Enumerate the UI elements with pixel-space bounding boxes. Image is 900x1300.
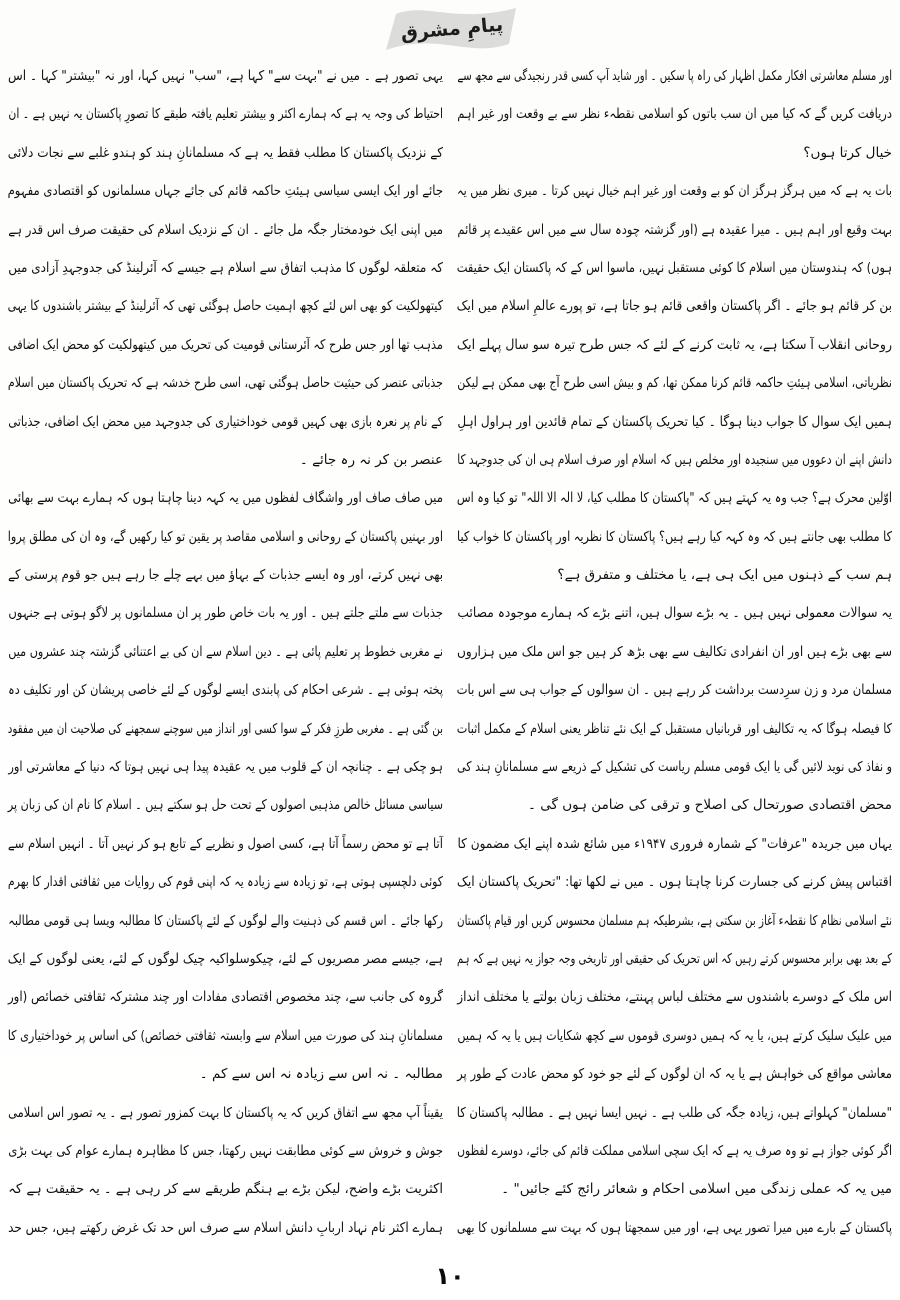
banner-title: پیامِ مشرق [399,13,504,45]
text-line: میں اپنی ایک خودمختار جگہ مل جائے ۔ ان کے نزدیک اسلام کی حقیقت صرف اس قدر ہے [8,221,443,238]
text-line: دانش اپنے ان دعووں میں سنجیدہ اور مخلص ہیں کہ اسلام اور صرف اسلام ہی ان کی جدوجہد کا [457,451,892,468]
text-line: یہ سوالات معمولی نہیں ہیں ۔ یہ بڑے سوال ہیں، اتنے بڑے کہ ہمارے موجودہ مصائب [457,605,892,622]
text-line: کے نام پر نعرہ بازی بھی کہیں قومی خوداختیاری کی جدوجہد میں محض ایک اضافی، جذباتی [8,413,444,430]
text-line: گروہ کی جانب سے، چند مخصوص اقتصادی مفادات اور چند مشترکہ ثقافتی خصائص (اور [7,989,443,1006]
text-line: کہ متعلقہ لوگوں کا مذہب اتفاق سے اسلام ہے جیسے کہ آئرلینڈ کی جدوجہدِ آزادی میں [8,259,443,276]
text-line: بن کر قائم ہو جائے ۔ اگر پاکستان واقعی قائم ہو جاتا ہے، تو پورے عالمِ اسلام میں ایک [456,298,892,315]
text-line: اس ملک کے دوسرے باشندوں سے مختلف لباس پہنتے، مختلف زبان بولتے یا مختلف انداز [457,989,892,1006]
text-line: محض اقتصادی صورتحال کی اصلاح و ترقی کی ضامن ہوں گی ۔ [528,797,892,814]
text-line: مطالبہ ۔ نہ اس سے زیادہ نہ اس سے کم ۔ [199,1066,443,1083]
text-line: کے بعد بھی برابر محسوس کرتے رہیں کہ اس تحریک کی حقیقی اور تاریخی وجہ جواز یہ نہیں ہے کہ ہم [456,950,892,967]
text-line: بہت وقیع اور اہم ہیں ۔ میرا عقیدہ ہے (اور گزشتہ چودہ سال سے میں اس عقیدے پر قائم [457,221,892,238]
text-line: سیاسی مسائل خالص مذہبی اصولوں کے تحت حل ہو سکتے ہیں ۔ اسلام کا نام ان کی زبان پر [7,797,444,814]
text-line: اگر کوئی جواز ہے تو وہ صرف یہ ہے کہ ایک سچی اسلامی مملکت قائم کی جائے، دوسرے لفظوں [457,1142,892,1159]
text-line: ہو چکی ہے ۔ چنانچہ ان کے قلوب میں یہ عقیدہ پیدا ہی نہیں ہوتا کہ دنیا کے معاشرتی اور [8,759,443,776]
text-line: ہمارے اکثر نام نہاد اربابِ دانش اسلام سے صرف اس حد تک غرض رکھتے ہیں، جس حد [8,1219,444,1236]
text-line: نئے اسلامی نظام کا نقطہء آغاز بن سکتی ہے، بشرطیکہ ہم مسلمان محسوس کریں اور قیام پاکستان [457,912,892,929]
text-line: میں یہ کہ عملی زندگی میں اسلامی احکام و شعائر رائج کئے جائیں" ۔ [501,1181,892,1198]
text-line: اکثریت بڑے واضح، لیکن بڑے بے ہنگم طریقے سے کر رہی ہے ۔ یہ حقیقت ہے کہ [8,1181,443,1198]
text-line: رکھا جائے ۔ اس قسم کی ذہنیت والے لوگوں کے لئے پاکستان کا مطالبہ ویسا ہی قومی مطالبہ [8,912,443,929]
text-line: سے بھی بڑے ہیں اور ان انفرادی تکالیف سے بھی بڑھ کر ہیں جو اس ملک میں ہزاروں [456,643,892,660]
text-line: کوئی دلچسپی ہوتی ہے، تو زیادہ سے زیادہ یہ کہ اپنی قوم کی روایات میں ثقافتی اقدار کا بھرم [7,874,443,891]
text-line: معاشی مواقع کی خواہش ہے یا یہ کہ ان لوگوں کے لئے جو خود کو محض عادت کے طور پر [457,1066,892,1083]
text-line: اقتباس پیش کرنے کی جسارت کرنا چاہتا ہوں ۔ میں نے لکھا تھا: "تحریک پاکستان ایک [456,874,892,891]
text-line: میں صاف صاف اور واشگاف لفظوں میں یہ کہہ دینا چاہتا ہوں کہ ہمارے بہت سے بھائی [8,490,444,507]
text-line: جذبات سے ملتے جلتے ہیں ۔ اور یہ بات خاص طور پر ان مسلمانوں پر لاگو ہوتی ہے جنہوں [8,605,444,622]
text-line: بن گئی ہے ۔ مغربی طرزِ فکر کے سوا کسی اور انداز میں سوچنے سمجھنے کی صلاحیت ان میں مفقود [7,720,444,737]
text-line: جائے اور ایک ایسی سیاسی ہیئتِ حاکمہ قائم کی جائے جہاں مسلمانوں کو اقتصادی مفہوم [7,183,443,200]
banner-flag-graphic [380,2,520,56]
text-line: اور مسلم معاشرتی افکار مکمل اظہار کی راہ پا سکیں ۔ اور شاید آپ کسی قدر رنجیدگی سے مجھ سے [457,68,892,84]
text-line: ہم سب کے ذہنوں میں ایک ہی ہے، یا مختلف و متفرق ہے؟ [557,567,892,584]
text-line: جذباتی عنصر کی حیثیت حاصل ہوگئی تھی، اسی طرح خدشہ ہے کہ تحریک پاکستان میں اسلام [7,375,443,392]
text-line: جوش و خروش سے کوئی مطابقت نہیں رکھتا، جس کا مظاہرہ ہمارے عوام کی بہت بڑی [8,1142,443,1159]
text-line: احتیاط کی وجہ یہ ہے کہ ہمارے اکثر و بیشتر تعلیم یافتہ طبقے کا تصورِ پاکستان یہ نہیں ہے ۔ ان [8,106,444,123]
text-line: مذہب تھا اور جس طرح کہ آئرستانی قومیت کی تحریک میں کیتھولکیت کو محض ایک اضافی [7,336,443,353]
text-line: پختہ ہوئی ہے ۔ شرعی احکام کی پابندی ایسے لوگوں کے لئے خاصی پریشان کن اور تکلیف دہ [8,682,443,699]
text-line: یہی تصور ہے ۔ میں نے "بہت سے" کہا ہے، "سب" نہیں کہا، اور نہ "بیشتر" کہا ۔ اس [8,68,443,84]
text-line: نظریاتی، اسلامی ہیئتِ حاکمہ قائم کرنا ممکن تھا، کم و بیش اسی طرح آج بھی ممکن ہے لیکن [457,375,892,392]
text-line: کا مطلب بھی جانتے ہیں کہ وہ کہہ کیا رہے ہیں؟ پاکستان کا نظریہ اور پاکستان کا خواب کیا [457,528,892,545]
text-line: پاکستان کے بارے میں میرا تصور یہی ہے، اور میں سمجھتا ہوں کہ بہت سے مسلمانوں کا بھی [456,1219,892,1236]
text-line: اور بہنیں پاکستان کے روحانی و اسلامی مقاصد پر یقین تو کیا رکھیں گے، وہ ان کی مطلق پروا [7,528,444,545]
text-line: ہے، جیسے مصر مصریوں کے لئے، چیکوسلواکیہ چیک لوگوں کے لئے، یعنی لوگوں کے ایک [7,950,443,967]
text-line: میں علیک سلیک کرتے ہیں، یا یہ کہ ہمیں دوسری قوموں سے کچھ شکایات ہیں یا یہ کہ ہمیں [457,1027,892,1044]
text-line: مسلمانانِ ہند کی صورت میں اسلام سے وابستہ ثقافتی خصائص) کی اساس پر خوداختیاری کا [7,1027,443,1044]
text-line: دریافت کریں گے کہ کیا میں ان سب باتوں کو اسلامی نقطہء نظر سے بے وقعت اور غیر اہم [457,106,892,123]
text-columns [8,57,892,1247]
text-line: روحانی انقلاب آ سکتا ہے، یہ ثابت کرنے کے لئے کہ جس طرح تیرہ سو سال پہلے ایک [456,336,892,353]
text-line: یقیناً آپ مجھ سے اتفاق کریں کہ یہ پاکستان کا بہت کمزور تصور ہے ۔ یہ تصور اس اسلامی [8,1104,443,1121]
text-line: کے نزدیک پاکستان کا مطلب فقط یہ ہے کہ مسلمانانِ ہند کو ہندو غلبے سے نجات دلائی [7,144,444,161]
text-line: عنصر بن کر نہ رہ جائے ۔ [299,451,443,468]
text-line: یہاں میں جریدہ "عرفات" کے شمارہ فروری ۱۹۴۷ء میں شائع شدہ اپنے ایک مضمون کا [457,835,892,852]
text-line: اوّلین محرک ہے؟ جب وہ یہ کہتے ہیں کہ "پاکستان کا مطلب کیا، لا الہ الا اللہ" تو کیا وہ اس [456,490,892,507]
text-line: بھی نہیں کرتے، اور وہ ایسے جذبات کے بہاؤ میں بہے چلے جا رہے ہیں جو قوم پرستی کے [8,567,444,584]
text-line: مسلمان مرد و زن سرِدست برداشت کر رہے ہیں ۔ ان سوالوں کے جواب ہی سے اس بات [456,682,892,699]
column-left [8,57,443,1247]
text-line: ہوں) کہ ہندوستان میں اسلام کا کوئی مستقبل نہیں، ماسوا اس کے کہ پاکستان ایک حقیقت [456,259,892,276]
text-line: کا فیصلہ ہوگا کہ یہ تکالیف اور قربانیاں مستقبل کے ایک نئے تناظر یعنی اسلام کے مکمل اثبات [456,720,892,737]
page-number: ۱۰ [435,1262,465,1290]
text-line: آتا ہے تو محض رسماً آتا ہے، کسی اصول و نظریے کے تابع ہو کر نہیں آتا ۔ انہیں اسلام سے [7,835,444,852]
text-line: خیال کرتا ہوں؟ [803,144,892,161]
text-line: و نفاذ کی نوید لائیں گی یا ایک قومی مسلم ریاست کی تشکیل کے ذریعے سے مسلمانانِ ہند کی [457,759,892,776]
text-line: بات یہ ہے کہ میں ہرگز ہرگز ان کو بے وقعت اور غیر اہم خیال نہیں کرتا ۔ میری نظر میں یہ [457,183,892,200]
column-right [457,57,892,1247]
text-line: کیتھولکیت کو بھی اس لئے کچھ اہمیت حاصل ہوگئی تھی کہ آئرلینڈ کے بیشتر باشندوں کا یہی [7,298,443,315]
header-banner [380,2,520,56]
text-line: "مسلمان" کہلواتے ہیں، زیادہ جگہ کی طلب ہے ۔ نہیں ایسا نہیں ہے ۔ مطالبہ پاکستان کا [456,1104,892,1121]
text-line: ہمیں ایک سوال کا جواب دینا ہوگا ۔ کیا تحریک پاکستان کے تمام قائدین اور ہراول اہلِ [457,413,892,430]
text-line: نے مغربی خطوط پر تعلیم پائی ہے ۔ دین اسلام سے ان کی بے اعتنائی گزشتہ چند عشروں میں [8,643,443,660]
